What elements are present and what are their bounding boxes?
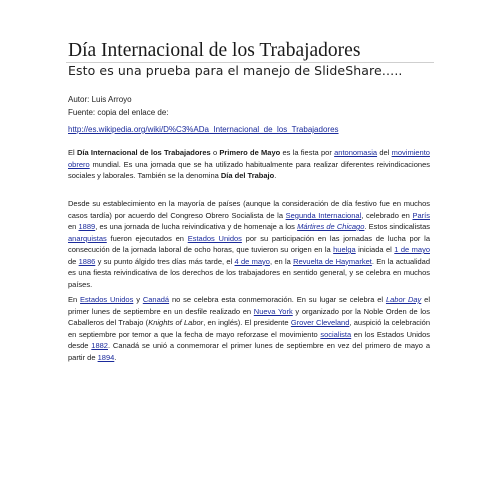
text-run: , es una jornada de lucha reivindicativa y de homenaje a los bbox=[95, 222, 298, 231]
text-run: El bbox=[68, 148, 77, 157]
inline-link[interactable]: 4 de mayo bbox=[234, 256, 270, 266]
inline-link[interactable]: 1882 bbox=[91, 341, 108, 350]
inline-link[interactable]: Nueva York bbox=[253, 306, 293, 316]
inline-link[interactable]: Segunda Internacional bbox=[285, 210, 362, 220]
paragraph bbox=[68, 147, 430, 182]
inline-link[interactable]: Canadá bbox=[142, 295, 170, 304]
bold-text: Primero de Mayo bbox=[219, 148, 281, 157]
text-run: , en la bbox=[269, 256, 294, 266]
text-run: En bbox=[68, 295, 81, 304]
text-run: y su punto álgido tres días más tarde, el bbox=[95, 256, 235, 266]
text-run: del bbox=[377, 148, 392, 157]
inline-link[interactable]: Mártires de Chicago bbox=[297, 222, 365, 231]
inline-link[interactable]: antonomasia bbox=[334, 148, 378, 157]
paragraph bbox=[68, 294, 430, 363]
text-run: o bbox=[210, 148, 220, 157]
text-run: y organizado por la Noble Orden de los Caballeros del Trabajo ( bbox=[68, 306, 430, 327]
text-run: en bbox=[68, 222, 79, 231]
text-run: . Estos sindicalistas bbox=[364, 222, 430, 231]
text-run: por su participación en las jornadas de lucha por la consecución de la jornada laboral de ocho horas, que tuvieron su origen en la bbox=[68, 233, 430, 254]
text-run: en los Estados Unidos desde bbox=[68, 329, 430, 350]
inline-link[interactable]: París bbox=[412, 210, 430, 220]
inline-link[interactable]: 1 de mayo bbox=[394, 245, 430, 254]
text-run: iniciada el bbox=[355, 245, 395, 254]
document-subtitle: Esto es una prueba para el manejo de SlideShare….. bbox=[68, 63, 403, 78]
text-run: . bbox=[274, 171, 277, 180]
text-run: . bbox=[114, 352, 117, 362]
text-run: el primer lunes de septiembre en un desfile realizado en bbox=[68, 295, 431, 316]
text-run: . Canadá se unió a conmemorar el primer lunes de septiembre en vez del primero de mayo a partir de bbox=[68, 341, 430, 362]
bold-text: Día del Trabajo bbox=[220, 171, 275, 180]
text-run: y bbox=[133, 295, 143, 304]
source-link[interactable]: http://es.wikipedia.org/wiki/D%C3%ADa_Internacional_de_los_Trabajadores bbox=[68, 125, 339, 134]
inline-link[interactable]: Labor Day bbox=[385, 295, 422, 304]
inline-link[interactable]: Grover Cleveland bbox=[290, 318, 350, 327]
inline-link[interactable]: anarquistas bbox=[68, 233, 107, 243]
text-run: es la fiesta por bbox=[280, 148, 335, 157]
inline-link[interactable]: huelga bbox=[333, 245, 356, 254]
source-label: Fuente: copia del enlace de: bbox=[68, 108, 169, 117]
text-run: Desde su establecimiento en la mayoría de países (aunque la consideración de día festivo fue en muchos casos tardía) por acuerdo del Congreso Obrero Socialista de la bbox=[68, 199, 430, 220]
bold-text: Día Internacional de los Trabajadores bbox=[76, 148, 211, 157]
text-run: , auspició la celebración en septiembre por temor a que la fecha de mayo reforzase el movimiento bbox=[68, 318, 430, 339]
text-run: , celebrado en bbox=[361, 210, 413, 220]
inline-link[interactable]: Estados Unidos bbox=[80, 295, 134, 304]
inline-link[interactable]: movimiento obrero bbox=[68, 148, 430, 169]
text-run: . En la actualidad es una fiesta reivindicativa de los derechos de los trabajadores en sentido general, y se celebra en muchos países. bbox=[68, 256, 431, 289]
document-title: Día Internacional de los Trabajadores bbox=[68, 40, 361, 61]
inline-link[interactable]: Estados Unidos bbox=[187, 233, 242, 243]
author-line: Autor: Luis Arroyo bbox=[68, 95, 132, 104]
text-run: , en inglés). El presidente bbox=[203, 318, 291, 327]
inline-link[interactable]: socialista bbox=[320, 329, 352, 339]
text-run: no se celebra esta conmemoración. En su lugar se celebra el bbox=[169, 295, 386, 304]
paragraph bbox=[68, 198, 430, 290]
text-run: mundial. Es una jornada que se ha utilizado habitualmente para realizar diferentes reivindicaciones sociales y laborales. También se la denomina bbox=[68, 159, 430, 180]
inline-link[interactable]: 1889 bbox=[78, 222, 96, 231]
text-run: de bbox=[68, 256, 79, 266]
italic-text: Knights of Labor bbox=[148, 318, 204, 327]
text-run: fueron ejecutados en bbox=[106, 233, 188, 243]
inline-link[interactable]: Revuelta de Haymarket bbox=[293, 256, 372, 266]
inline-link[interactable]: 1894 bbox=[97, 352, 115, 362]
inline-link[interactable]: 1886 bbox=[78, 256, 96, 266]
